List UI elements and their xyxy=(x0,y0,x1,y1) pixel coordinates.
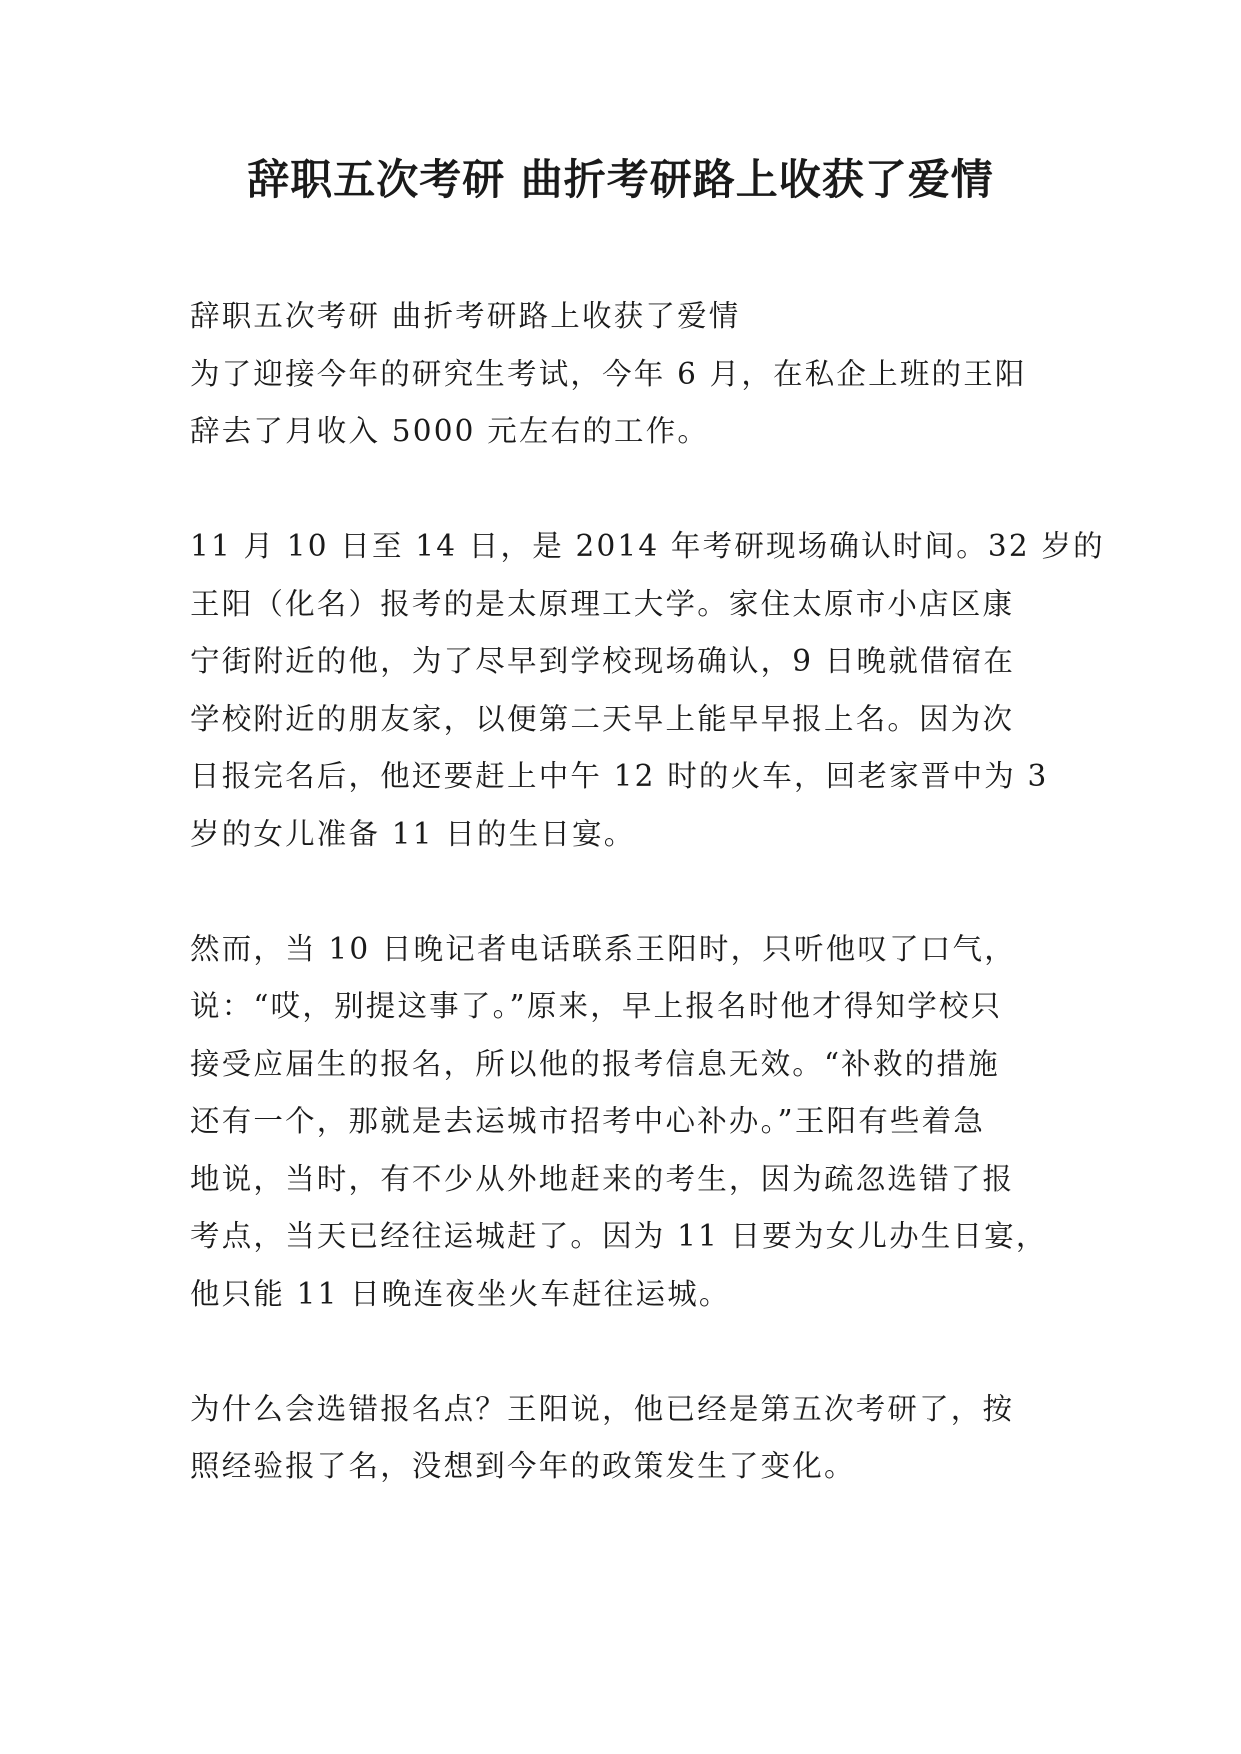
body-line: 学校附近的朋友家，以便第二天早上能早早报上名。因为次 xyxy=(190,701,1015,736)
body-line: 他只能 11 日晚连夜坐火车赶往运城。 xyxy=(190,1276,731,1311)
body-line: 还有一个，那就是去运城市招考中心补办。”王阳有些着急 xyxy=(190,1104,986,1138)
body-line: 宁街附近的他，为了尽早到学校现场确认，9 日晚就借宿在 xyxy=(190,644,1016,678)
body-line: 接受应届生的报名，所以他的报考信息无效。“补救的措施 xyxy=(190,1046,1000,1081)
body-line: 说：“哎，别提这事了。”原来，早上报名时他才得知学校只 xyxy=(190,989,1003,1023)
body-line: 辞职五次考研 曲折考研路上收获了爱情 xyxy=(190,299,741,333)
body-line: 为什么会选错报名点？王阳说，他已经是第五次考研了，按 xyxy=(190,1391,1015,1426)
body-line: 日报完名后，他还要赶上中午 12 时的火车，回老家晋中为 3 xyxy=(190,759,1049,793)
body-line: 岁的女儿准备 11 日的生日宴。 xyxy=(190,816,636,851)
document-body xyxy=(190,288,1105,1496)
body-line: 然而，当 10 日晚记者电话联系王阳时，只听他叹了口气， xyxy=(190,931,1016,966)
paragraph-gap xyxy=(190,1323,1070,1381)
body-line: 辞去了月收入 5000 元左右的工作。 xyxy=(190,414,710,448)
body-line: 王阳（化名）报考的是太原理工大学。家住太原市小店区康 xyxy=(190,586,1015,621)
body-line: 为了迎接今年的研究生考试，今年 6 月，在私企上班的王阳 xyxy=(190,356,1027,391)
body-line: 地说，当时，有不少从外地赶来的考生，因为疏忽选错了报 xyxy=(190,1161,1015,1196)
body-line: 11 月 10 日至 14 日，是 2014 年考研现场确认时间。32 岁的 xyxy=(190,529,1105,563)
body-line: 考点，当天已经往运城赶了。因为 11 日要为女儿办生日宴， xyxy=(190,1219,1048,1253)
paragraph-gap xyxy=(190,461,1070,519)
document-title: 辞职五次考研 曲折考研路上收获了爱情 xyxy=(247,155,994,204)
body-line: 照经验报了名，没想到今年的政策发生了变化。 xyxy=(190,1449,856,1483)
paragraph-gap xyxy=(190,863,1070,921)
